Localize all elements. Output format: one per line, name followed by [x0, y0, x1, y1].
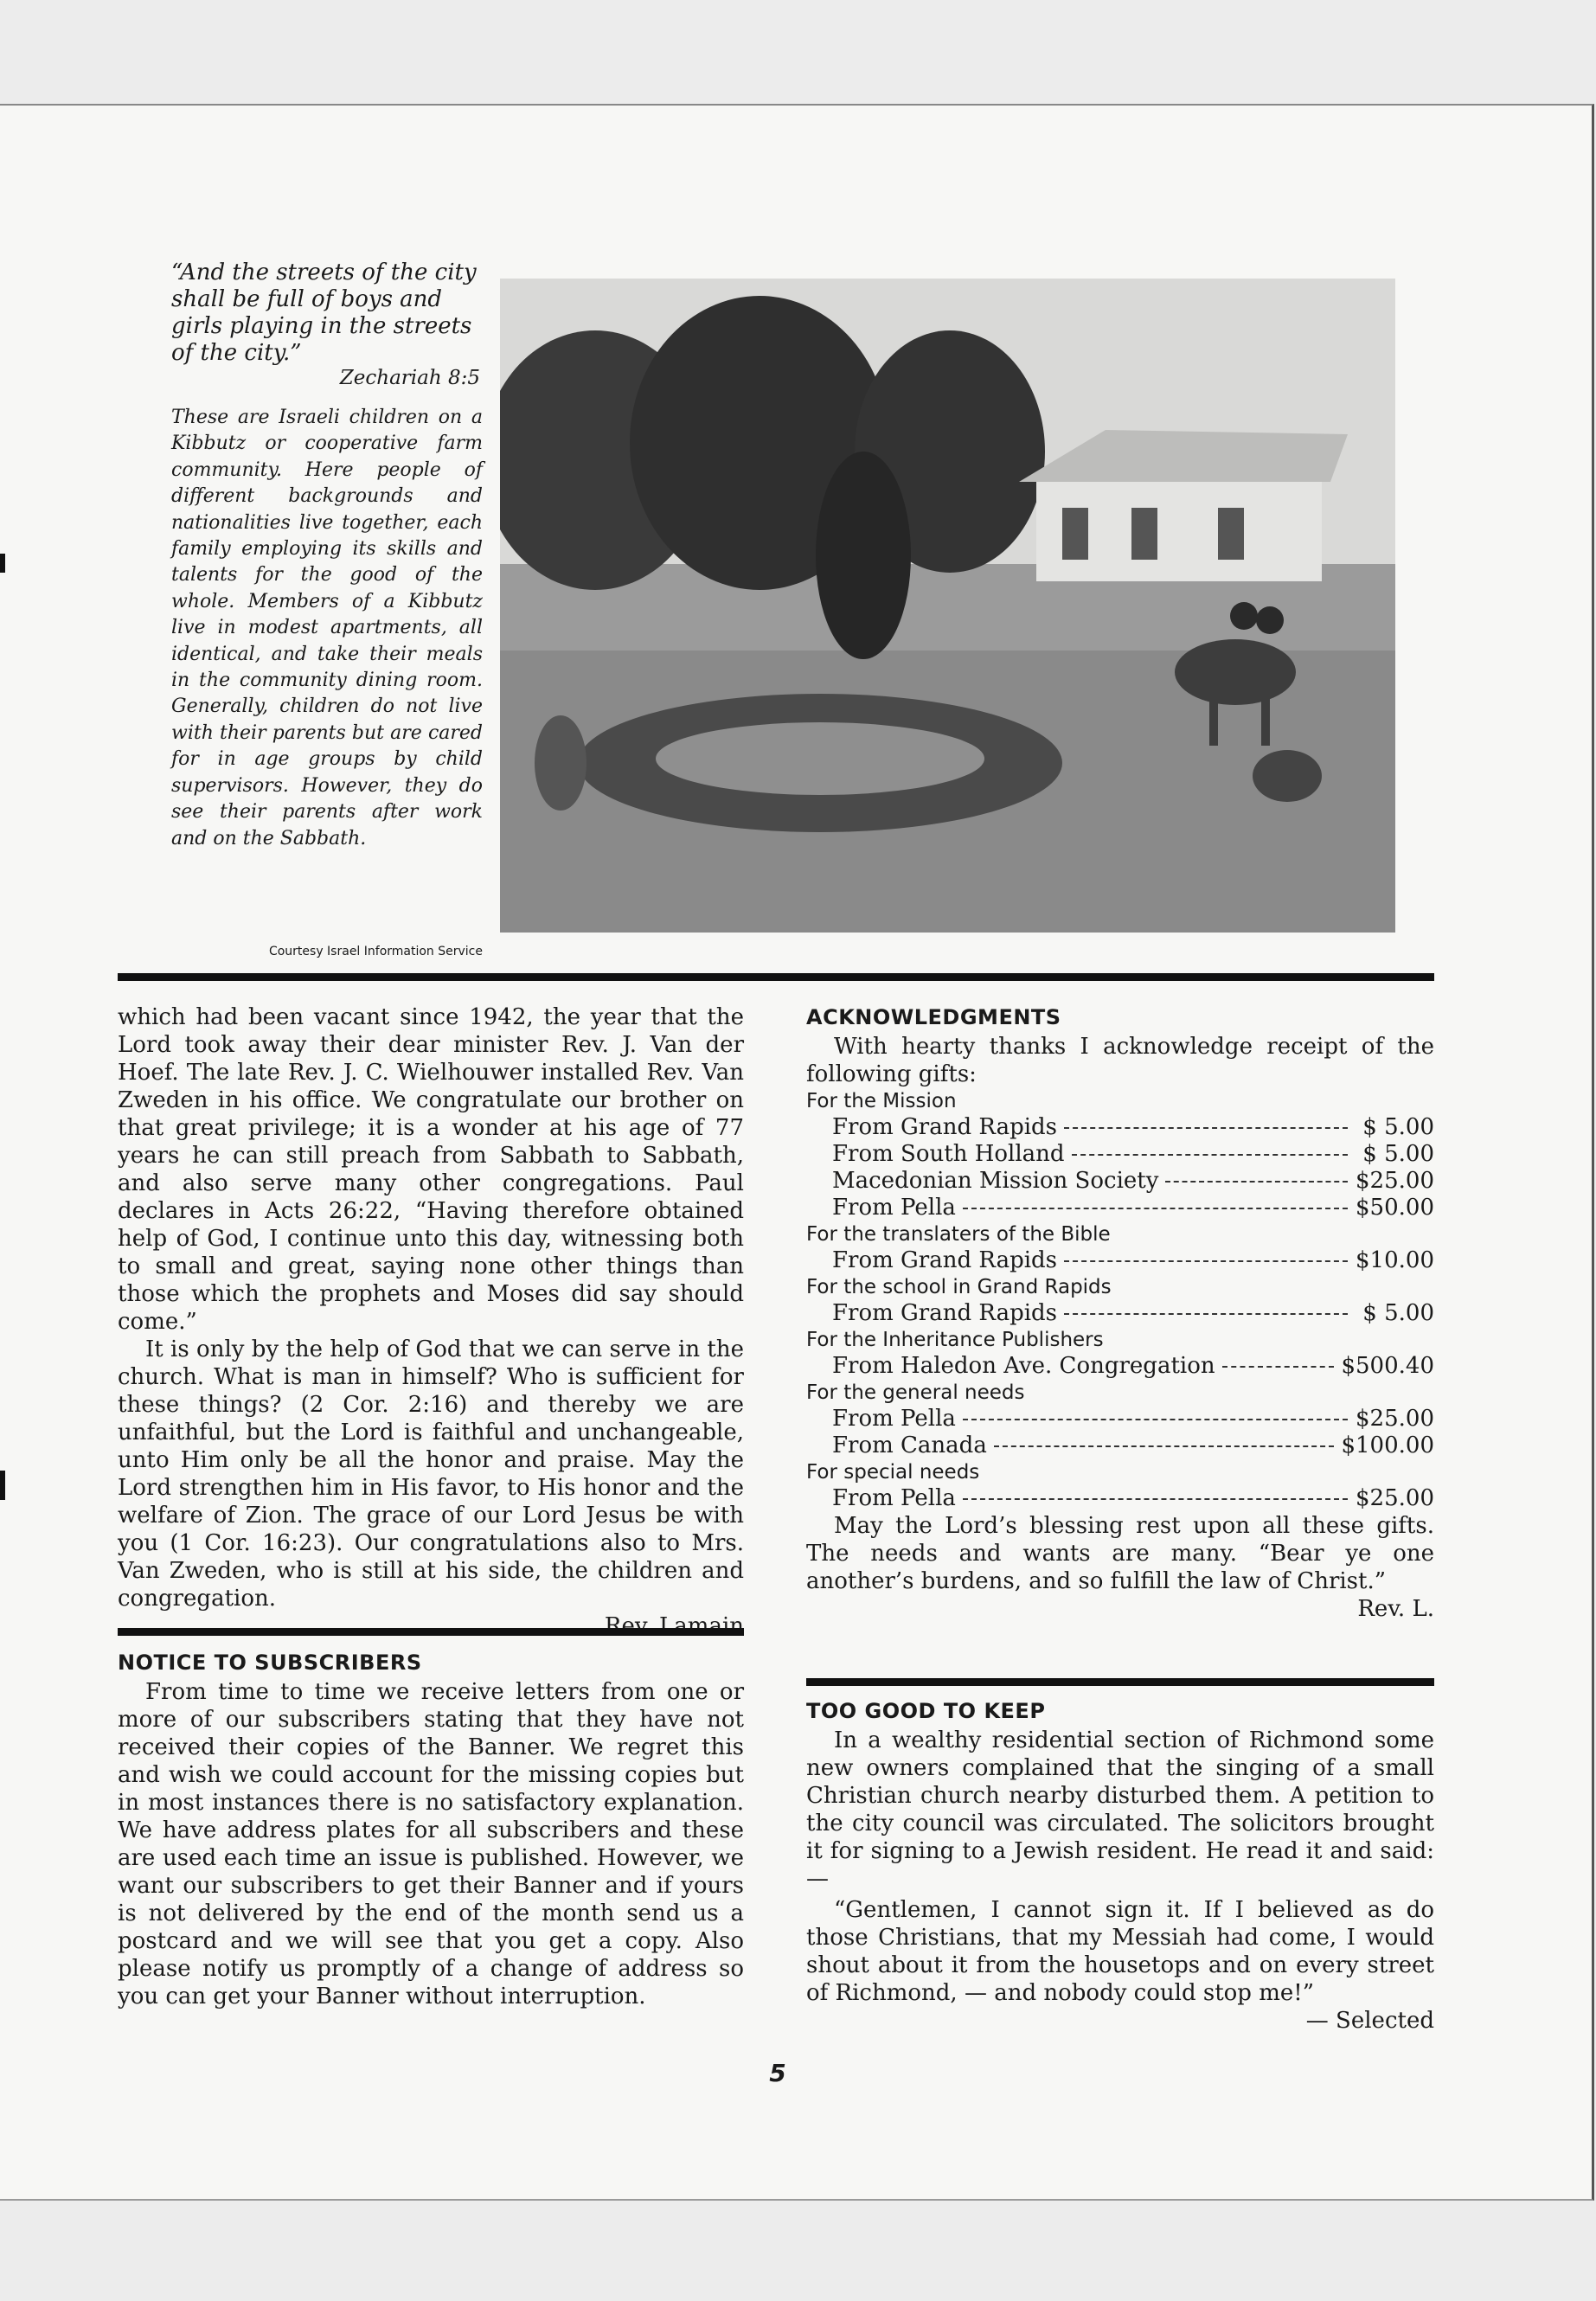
- section-divider: [118, 973, 1434, 981]
- leader-line: [963, 1208, 1348, 1209]
- gift-name: From Grand Rapids: [832, 1247, 1058, 1273]
- leader-line: [994, 1445, 1335, 1447]
- gift-name: From Pella: [832, 1195, 956, 1221]
- too-good-signature: — Selected: [1305, 2008, 1434, 2034]
- gift-row: [806, 1247, 1434, 1274]
- gift-amount: $ 5.00: [1362, 1300, 1434, 1326]
- article-signature: Rev. Lamain: [604, 1613, 744, 1639]
- notice-body: From time to time we receive letters from one or more of our subscribers stating that they have not received their copies of the Banner. We regret this and wish we could account for the missing copies but in most instances there is no satisfactory explanation. We have address plates for all subscribers and these are used each time an issue is published. However, we want our subscribers to get their Banner and if yours is not delivered by the end of the month send us a postcard and we will see that you get a copy. Also please notify us promptly of a change of address so you can get your Banner without interruption.: [118, 1679, 744, 2009]
- gift-name: From Pella: [832, 1406, 956, 1432]
- section-divider: [806, 1678, 1434, 1686]
- gift-row: [806, 1433, 1434, 1459]
- gift-name: From Grand Rapids: [832, 1300, 1058, 1326]
- too-good-heading: TOO GOOD TO KEEP: [806, 1699, 1046, 1723]
- leader-line: [1064, 1127, 1348, 1129]
- gift-row: [806, 1300, 1434, 1327]
- scan-edge-mark: [0, 1471, 5, 1500]
- leader-line: [1072, 1154, 1348, 1156]
- notice-heading: NOTICE TO SUBSCRIBERS: [118, 1650, 422, 1675]
- kibbutz-children-photo: [500, 279, 1395, 933]
- leader-line: [1064, 1313, 1348, 1315]
- photo-illustration: [500, 279, 1395, 933]
- page-number: 5: [769, 2059, 786, 2087]
- too-good-section: [806, 1697, 1434, 2035]
- gift-amount: $100.00: [1341, 1433, 1434, 1458]
- left-column: [118, 1003, 744, 1640]
- gift-name: From Canada: [832, 1433, 987, 1458]
- leader-line: [963, 1498, 1348, 1500]
- gift-category: For special needs: [806, 1461, 980, 1484]
- gift-category: For the translaters of the Bible: [806, 1223, 1111, 1246]
- gift-name: From Haledon Ave. Congregation: [832, 1353, 1215, 1379]
- epigraph-quote: “And the streets of the city shall be full of boys and girls playing in the streets of the city.”: [171, 260, 477, 366]
- gift-row: [806, 1485, 1434, 1512]
- gift-row: [806, 1353, 1434, 1380]
- epigraph-reference: Zechariah 8:5: [339, 367, 480, 389]
- gift-row: [806, 1141, 1434, 1168]
- gift-amount: $25.00: [1356, 1406, 1434, 1432]
- gift-amount: $25.00: [1356, 1485, 1434, 1511]
- gift-name: Macedonian Mission Society: [832, 1168, 1159, 1194]
- gift-amount: $ 5.00: [1362, 1114, 1434, 1140]
- gift-row: [806, 1406, 1434, 1433]
- acknowledgments-signature: Rev. L.: [1357, 1596, 1434, 1622]
- gift-name: From South Holland: [832, 1141, 1065, 1167]
- gift-amount: $ 5.00: [1362, 1141, 1434, 1167]
- notice-section: [118, 1649, 744, 2010]
- photo-caption: These are Israeli children on a Kibbutz or cooperative farm community. Here people of different backgrounds and nationalities live together, each family employing its skills and talents for the good of the whole. Members of a Kibbutz live in modest apartments, all identical, and take their meals in the community dining room. Generally, children do not live with their parents but are cared for in age groups by child supervisors. However, they do see their parents after work and on the Sabbath.: [171, 407, 483, 849]
- too-good-paragraph: “Gentlemen, I cannot sign it. If I believed as do those Christians, that my Messiah had come, I would shout about it from the housetops and on every street of Richmond, — and nobody could stop me!”: [806, 1897, 1434, 2006]
- gift-row: [806, 1168, 1434, 1195]
- section-divider: [118, 1628, 744, 1636]
- gift-category: For the Mission: [806, 1090, 957, 1112]
- gift-name: From Grand Rapids: [832, 1114, 1058, 1140]
- scan-edge-mark: [0, 554, 5, 573]
- acknowledgments-section: [806, 1003, 1434, 1623]
- gift-category: For the general needs: [806, 1381, 1025, 1404]
- leader-line: [1222, 1366, 1335, 1368]
- too-good-paragraph: In a wealthy residential section of Richmond some new owners complained that the singing of a small Christian church nearby disturbed them. A petition to the city council was circulated. The solicitors brought it for signing to a Jewish resident. He read it and said: —: [806, 1727, 1434, 1892]
- gift-amount: $25.00: [1356, 1168, 1434, 1194]
- gift-name: From Pella: [832, 1485, 956, 1511]
- acknowledgments-intro: With hearty thanks I acknowledge receipt of the following gifts:: [806, 1034, 1434, 1087]
- gift-amount: $500.40: [1341, 1353, 1434, 1379]
- gift-amount: $50.00: [1356, 1195, 1434, 1221]
- article-paragraph: It is only by the help of God that we can serve in the church. What is man in himself? Who is sufficient for these things? (2 Cor. 2:16) and thereby we are unfaithful, but the Lord is faithful and unchangeable, unto Him only be all the honor and praise. May the Lord strengthen him in His favor, to His honor and the welfare of Zion. The grace of our Lord Jesus be with you (1 Cor. 16:23). Our congratulations also to Mrs. Van Zweden, who is still at his side, the children and congregation.: [118, 1336, 744, 1612]
- gift-amount: $10.00: [1356, 1247, 1434, 1273]
- leader-line: [963, 1419, 1348, 1420]
- gift-row: [806, 1114, 1434, 1141]
- gift-category: For the school in Grand Rapids: [806, 1276, 1112, 1298]
- leader-line: [1165, 1181, 1348, 1183]
- gift-category: For the Inheritance Publishers: [806, 1329, 1104, 1351]
- photo-credit: Courtesy Israel Information Service: [268, 945, 483, 958]
- acknowledgments-heading: ACKNOWLEDGMENTS: [806, 1005, 1061, 1029]
- gift-row: [806, 1195, 1434, 1221]
- article-paragraph: which had been vacant since 1942, the year that the Lord took away their dear minister Rev. J. Van der Hoef. The late Rev. J. C. Wielhouwer installed Rev. Van Zweden in his office. We congratulate our brother on that great privilege; it is a wonder at his age of 77 years he can still preach from Sabbath to Sabbath, and also serve many other congregations. Paul declares in Acts 26:22, “Having therefore obtained help of God, I continue unto this day, witnessing both to small and great, saying none other things than those which the prophets and Moses did say should come.”: [118, 1004, 744, 1335]
- leader-line: [1064, 1260, 1348, 1262]
- acknowledgments-closing: May the Lord’s blessing rest upon all these gifts. The needs and wants are many. “Bear ye one another’s burdens, and so fulfill the law of Christ.”: [806, 1513, 1434, 1594]
